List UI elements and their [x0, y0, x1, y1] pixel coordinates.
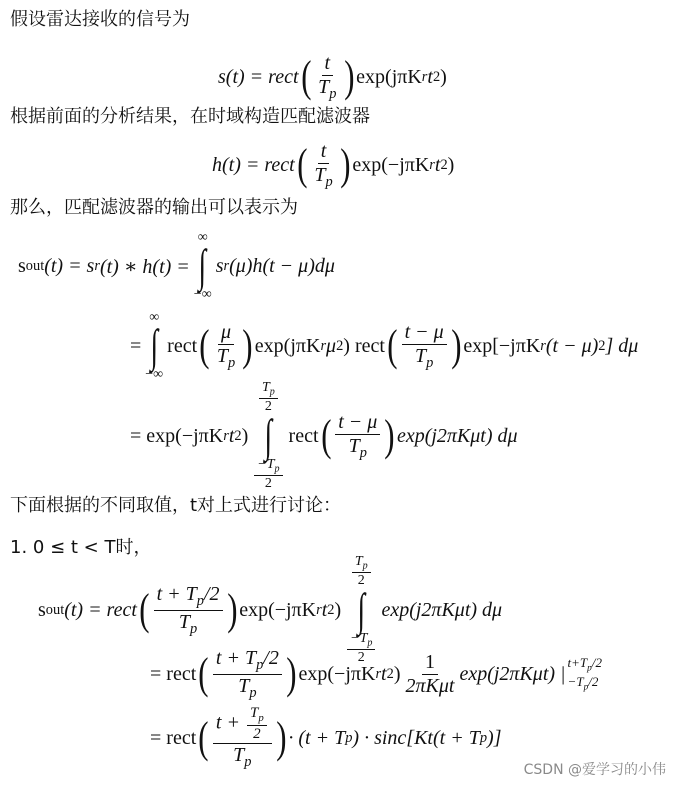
eq-text: s(t) = rect — [218, 65, 299, 88]
lim-T: T — [354, 554, 363, 570]
sub-p: p — [196, 592, 204, 609]
sub-p: p — [479, 729, 488, 746]
den-T: T — [238, 674, 250, 697]
integral-sign — [194, 230, 212, 302]
sub-r: r — [421, 68, 428, 85]
eq-text: ) rect — [343, 334, 385, 357]
lower-text: −T — [567, 674, 584, 689]
eq-text: μ — [326, 334, 337, 357]
sub-r: r — [429, 156, 435, 173]
paren-left: ( — [320, 411, 331, 460]
den-T: T — [233, 743, 245, 766]
var-t: t — [321, 598, 328, 621]
paren-left: ( — [198, 649, 209, 698]
paren-left: ( — [199, 321, 210, 370]
integral-symbol: ∫ — [264, 410, 273, 462]
paren-close: ) — [447, 153, 455, 176]
paren-right: ) — [286, 649, 297, 698]
paren-right: ) — [450, 321, 462, 370]
var-t: t — [434, 153, 441, 176]
sup-2: 2 — [336, 337, 344, 354]
lim-T: T — [261, 380, 270, 396]
equation-case1-line3 — [150, 702, 501, 774]
eq-text: (μ)h(t − μ)dμ — [229, 254, 335, 277]
equation-reduced — [130, 380, 518, 491]
num-text: t + T — [215, 646, 257, 669]
eq-text: exp(−jπK — [239, 598, 317, 621]
paren-close: ) — [393, 662, 401, 685]
denominator — [311, 164, 335, 191]
fraction-t-over-Tp — [311, 140, 335, 191]
paren-right: ) — [242, 321, 253, 370]
numerator: t − μ — [402, 321, 447, 345]
sub-p: p — [587, 662, 592, 673]
denominator: 2 — [264, 475, 272, 491]
sub-p: p — [345, 729, 353, 746]
eq-text: (t) ∗ h(t) = — [99, 255, 190, 278]
sup-2: 2 — [327, 601, 335, 618]
paren-left: ( — [198, 713, 209, 762]
var-t: t — [427, 65, 433, 88]
paren-left: ( — [139, 585, 150, 634]
fraction-mu-over-Tp — [214, 321, 238, 372]
fraction-t-minus-mu-over-Tp — [402, 321, 447, 372]
numerator: $-T_p$ — [254, 457, 282, 476]
num-tail: /2 — [263, 646, 279, 669]
sup-2: 2 — [598, 337, 606, 354]
lower-limit: −∞ — [193, 286, 212, 302]
fraction-t-plus-Tp-half-over-Tp — [213, 705, 272, 770]
sub-p: p — [325, 173, 333, 190]
upper-tail: /2 — [591, 654, 602, 670]
eq-text: exp(jπK — [356, 65, 422, 88]
equation-s-definition — [218, 44, 447, 110]
fraction-t-plus-Tp2-over-Tp — [154, 583, 223, 637]
sub-p: p — [359, 444, 367, 461]
upper-text: t+T — [567, 654, 588, 670]
sup-2: 2 — [440, 156, 448, 173]
sub-r: r — [540, 337, 546, 354]
sub-r: r — [375, 665, 382, 682]
numerator — [154, 583, 223, 611]
paren-right: ) — [339, 140, 351, 189]
fraction-t-over-Tp — [315, 52, 339, 103]
eq-text: = rect — [150, 726, 197, 749]
sub-p: p — [362, 560, 368, 572]
inner-fraction — [247, 705, 267, 742]
paren-right: ) — [384, 411, 395, 460]
eq-text: = — [130, 334, 142, 357]
sub-p: p — [269, 386, 275, 398]
eq-text: exp(−jπK — [352, 153, 430, 176]
numerator — [352, 554, 371, 573]
den-T: T — [318, 75, 330, 98]
denominator — [235, 675, 259, 702]
paren-left: ( — [387, 321, 398, 370]
eq-text: exp(j2πKμt) dμ — [381, 598, 503, 621]
sub-out: out — [45, 601, 65, 618]
num-tail: /2 — [203, 582, 220, 605]
equation-sout-convolution — [18, 228, 335, 304]
sub-r: r — [316, 601, 322, 618]
eq-text: t — [228, 424, 235, 447]
case-1-heading: 1. 0 ≤ t < T时， — [10, 537, 152, 558]
sub-p: p — [329, 85, 337, 102]
sub-p: p — [256, 656, 264, 673]
sub-p: p — [274, 463, 280, 475]
lower-tail: /2 — [588, 674, 599, 689]
sup-2: 2 — [386, 665, 394, 682]
sub-p: p — [190, 620, 198, 637]
denominator: 2 — [357, 649, 365, 665]
output-text: 那么，匹配滤波器的输出可以表示为 — [10, 197, 298, 218]
eq-text: ) · sinc[Kt(t + T — [352, 726, 480, 749]
den-T: T — [414, 344, 427, 367]
analysis-text: 根据前面的分析结果，在时域构造匹配滤波器 — [10, 106, 370, 127]
eq-text: rect — [288, 424, 319, 447]
num-text: t + T — [156, 582, 197, 605]
eq-text: exp[−jπK — [463, 334, 541, 357]
upper-limit: ∞ — [149, 309, 160, 325]
upper-limit: ∞ — [197, 229, 208, 245]
den-T: T — [178, 610, 191, 633]
eq-text: = rect — [150, 662, 197, 685]
eq-text: s — [38, 598, 46, 621]
eq-text: (t) = s — [44, 254, 95, 277]
den-T: T — [216, 344, 228, 367]
sup-2: 2 — [432, 68, 441, 85]
evaluation-limits — [568, 655, 602, 694]
eq-text: h(t) = rect — [212, 153, 295, 176]
numerator: 1 — [422, 651, 438, 675]
numerator — [259, 380, 278, 399]
eq-text: rect — [167, 334, 198, 357]
var-t: t — [381, 662, 387, 685]
sub-p: p — [426, 354, 434, 371]
sub-r: r — [320, 337, 327, 354]
numerator: $-T_p$ — [347, 631, 375, 650]
paren-left: ( — [296, 140, 308, 189]
paren-right: ) — [343, 52, 354, 101]
sub-r: r — [223, 427, 229, 444]
den-T: T — [314, 163, 326, 186]
numerator — [213, 647, 282, 675]
paren-right: ) — [275, 713, 287, 762]
sub-r: r — [223, 257, 230, 274]
eq-text: (t − μ) — [545, 334, 599, 357]
eq-text: s — [18, 254, 26, 277]
denominator: 2 — [357, 573, 365, 589]
inner-T: T — [249, 705, 259, 722]
sub-out: out — [25, 257, 45, 274]
equation-h-definition — [212, 132, 454, 198]
den-T: T — [348, 434, 360, 457]
sub-p: p — [244, 753, 252, 770]
eq-text: exp(jπK — [254, 334, 321, 357]
sub-p: p — [583, 682, 589, 693]
integral-symbol: ∫ — [357, 584, 366, 636]
paren-right: ) — [226, 585, 237, 634]
paren-close: ) — [440, 65, 447, 88]
eq-text: ] dμ — [605, 334, 639, 357]
discussion-text: 下面根据的不同取值，t对上式进行讨论： — [10, 495, 342, 516]
fraction-t-plus-Tp2-over-Tp — [213, 647, 282, 701]
denominator — [230, 744, 254, 771]
integral-symbol: ∫ — [198, 240, 207, 292]
fraction-t-minus-mu-over-Tp — [335, 411, 380, 462]
lim-T: T — [266, 456, 275, 472]
fraction-one-over-2piKmut — [402, 651, 457, 698]
numerator: μ — [218, 321, 234, 345]
equation-case1-line2 — [150, 644, 602, 704]
var-s: s — [215, 254, 224, 277]
intro-text: 假设雷达接收的信号为 — [10, 9, 190, 30]
sup-2: 2 — [234, 427, 242, 444]
lower-limit: −∞ — [145, 366, 164, 382]
denominator: 2 — [253, 725, 261, 742]
integral-sign — [145, 310, 163, 382]
sub-p: p — [249, 684, 257, 701]
paren-close: ) — [334, 598, 342, 621]
numerator: t — [318, 140, 330, 164]
denominator: 2πKμt — [405, 674, 455, 697]
eq-text: ) — [241, 424, 249, 447]
eq-text: exp(−jπK — [298, 662, 376, 685]
eq-text: · (t + T — [288, 726, 346, 749]
csdn-watermark: CSDN @爱学习的小伟 — [523, 762, 666, 778]
numerator: t − μ — [335, 411, 380, 435]
sub-p: p — [227, 354, 236, 371]
sub-p: p — [367, 637, 373, 649]
eq-text: = exp(−jπK — [130, 424, 224, 447]
denominator — [315, 76, 339, 103]
eq-text: exp(j2πKμt) dμ — [396, 424, 518, 447]
denominator — [214, 345, 238, 372]
eq-text: )] — [487, 726, 502, 749]
eq-text: exp(j2πKμt) | — [459, 662, 566, 685]
upper-limit — [568, 655, 602, 674]
paren-left: ( — [300, 52, 311, 101]
denominator — [412, 345, 436, 372]
integral-symbol: ∫ — [150, 320, 159, 372]
equation-expanded — [130, 308, 638, 384]
numerator: t — [322, 52, 334, 76]
denominator — [176, 611, 200, 638]
lower-limit — [568, 674, 602, 693]
lim-T: T — [359, 630, 368, 646]
lower-limit-frac — [254, 457, 282, 492]
sub-r: r — [94, 257, 100, 274]
equation-case1-line1 — [38, 554, 503, 665]
integral-sign — [252, 380, 284, 492]
denominator — [346, 435, 370, 462]
eq-text: (t) = rect — [64, 598, 137, 621]
sub-p: p — [258, 712, 264, 725]
denominator: 2 — [264, 399, 272, 415]
numerator — [247, 705, 267, 725]
numerator: t + $\frac{T_p}{2}$ — [213, 705, 272, 743]
